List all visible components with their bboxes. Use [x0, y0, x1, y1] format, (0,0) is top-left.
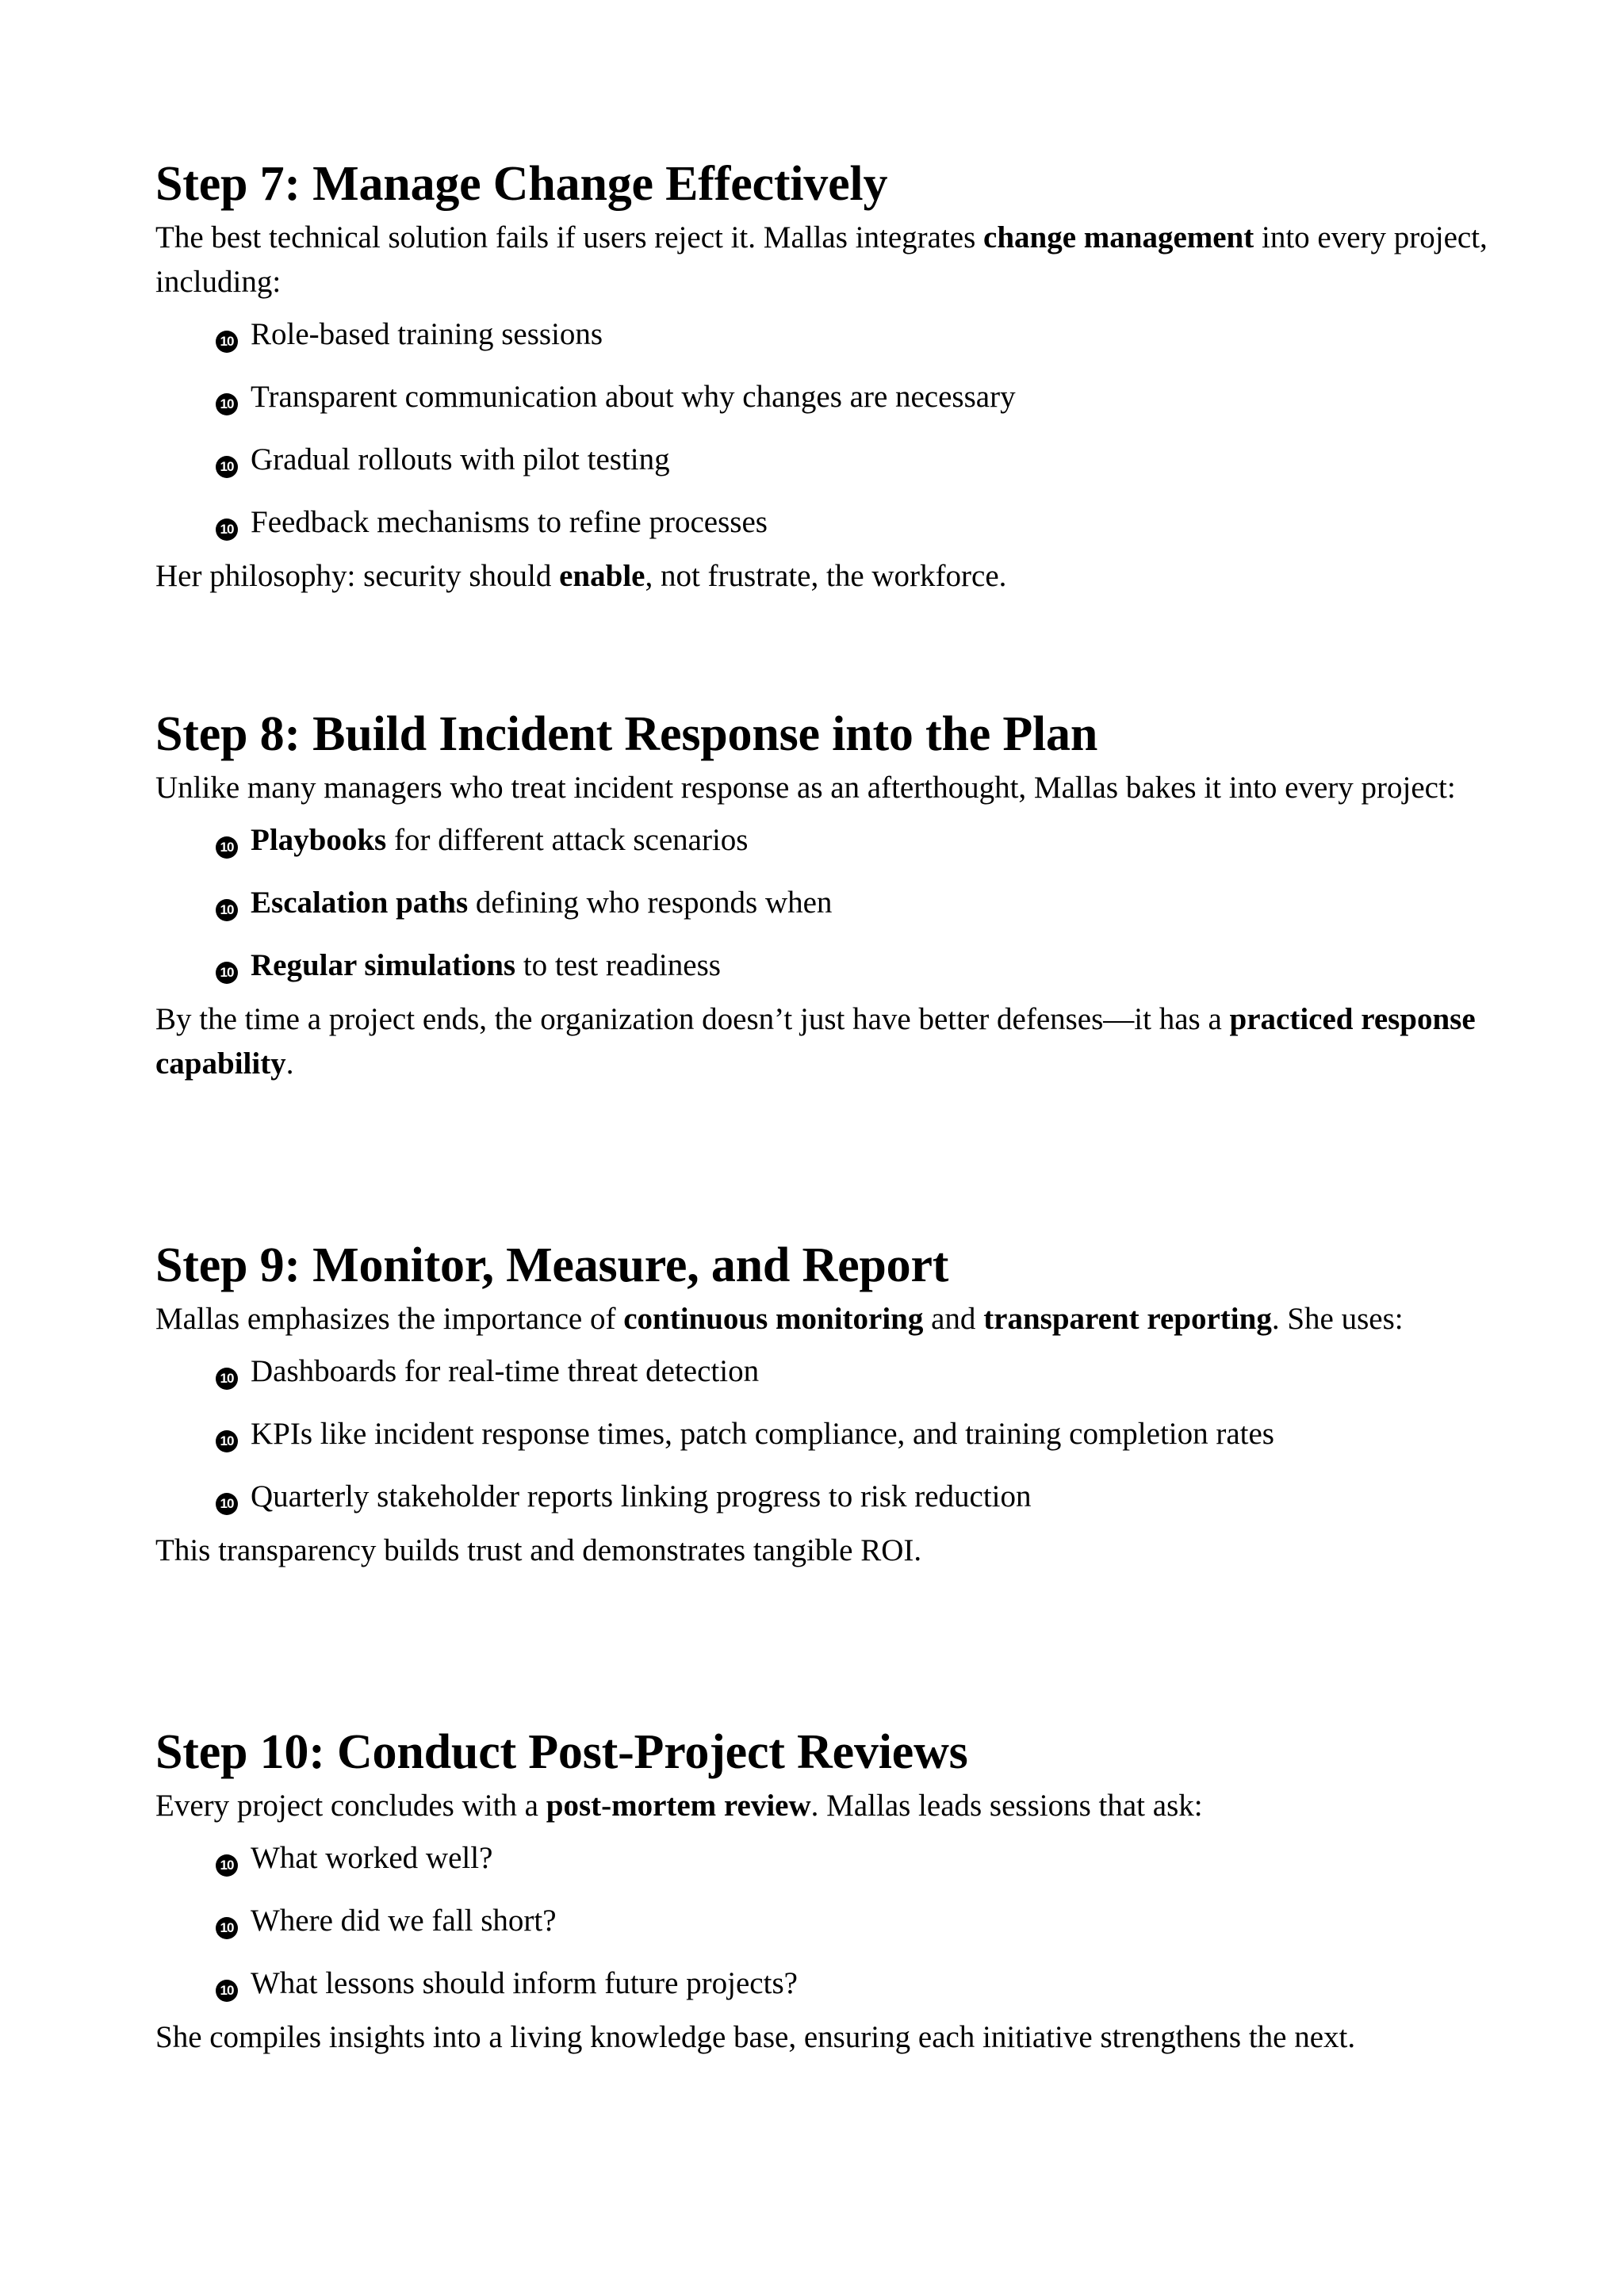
bullet-list: [155, 312, 1488, 545]
section-closing: She compiles insights into a living knowledge base, ensuring each initiative strengthens the next.: [155, 2020, 1356, 2054]
list-item-text: [251, 881, 832, 925]
intro-text: Every project concludes with a: [155, 1789, 546, 1823]
circled-ten-icon: 10: [216, 519, 238, 541]
section-step-8: [155, 702, 1488, 1086]
section-closing: This transparency builds trust and demonstrates tangible ROI.: [155, 1533, 922, 1567]
list-item-text: Role-based training sessions: [251, 317, 603, 351]
intro-bold-text: continuous monitoring: [623, 1302, 924, 1336]
closing-bold-text: practiced response capability: [155, 1002, 1476, 1081]
section-step-10: [155, 1720, 1488, 2060]
list-item: [216, 943, 1488, 988]
list-item: [216, 1961, 1488, 2006]
list-item: [216, 1475, 1488, 1519]
list-item-bold-text: Playbooks: [251, 823, 387, 857]
intro-bold-text: post-mortem review: [546, 1789, 811, 1823]
circled-ten-icon: 10: [216, 962, 238, 984]
list-item-text: KPIs like incident response times, patch compliance, and training completion rates: [251, 1417, 1274, 1451]
circled-ten-icon: 10: [216, 393, 238, 415]
list-item-text: What worked well?: [251, 1841, 493, 1875]
list-item-bold-text: Escalation paths: [251, 886, 469, 920]
list-item: [216, 881, 1488, 925]
circled-ten-icon: 10: [216, 1917, 238, 1939]
closing-text: .: [285, 1047, 294, 1081]
list-item: [216, 500, 1488, 545]
closing-text: By the time a project ends, the organization doesn’t just have better defenses—it has a: [155, 1002, 1230, 1036]
closing-text: , not frustrate, the workforce.: [645, 559, 1007, 593]
circled-ten-icon: 10: [216, 1430, 238, 1452]
section-intro: [155, 216, 1488, 304]
section-heading: Step 10: Conduct Post-Project Reviews: [155, 1725, 968, 1779]
list-item: [216, 312, 1488, 357]
intro-text: The best technical solution fails if users reject it. Mallas integrates: [155, 220, 984, 254]
section-heading: Step 9: Monitor, Measure, and Report: [155, 1238, 949, 1292]
bullet-list: [155, 1349, 1488, 1519]
bullet-list: [155, 1836, 1488, 2006]
list-item-text: [251, 943, 721, 988]
intro-text: Mallas emphasizes the importance of: [155, 1302, 624, 1336]
intro-text: . Mallas leads sessions that ask:: [810, 1789, 1203, 1823]
list-item-rest-text: to test readiness: [515, 948, 721, 982]
circled-ten-icon: 10: [216, 331, 238, 353]
section-intro: Unlike many managers who treat incident response as an afterthought, Mallas bakes it into every project:: [155, 771, 1456, 805]
list-item-text: [251, 818, 748, 863]
list-item-text: Gradual rollouts with pilot testing: [251, 442, 670, 476]
list-item-bold-text: Regular simulations: [251, 948, 516, 982]
list-item: [216, 818, 1488, 863]
list-item-rest-text: for different attack scenarios: [386, 823, 749, 857]
list-item: [216, 438, 1488, 482]
list-item-text: Transparent communication about why changes are necessary: [251, 380, 1016, 414]
intro-text: into every project, including:: [155, 220, 1488, 299]
list-item: [216, 1349, 1488, 1394]
circled-ten-icon: 10: [216, 836, 238, 859]
section-intro: [155, 1297, 1488, 1341]
section-intro: [155, 1784, 1488, 1828]
closing-bold-text: enable: [559, 559, 645, 593]
circled-ten-icon: 10: [216, 456, 238, 478]
section-heading: Step 7: Manage Change Effectively: [155, 157, 888, 211]
section-closing: [155, 554, 1488, 599]
section-step-9: [155, 1234, 1488, 1573]
bullet-list: [155, 818, 1488, 988]
list-item-text: Feedback mechanisms to refine processes: [251, 505, 768, 539]
list-item-text: Dashboards for real-time threat detection: [251, 1354, 760, 1388]
list-item-text: Where did we fall short?: [251, 1904, 557, 1938]
section-closing: [155, 997, 1488, 1086]
list-item-text: Quarterly stakeholder reports linking progress to risk reduction: [251, 1479, 1032, 1513]
circled-ten-icon: 10: [216, 899, 238, 921]
section-heading: Step 8: Build Incident Response into the Plan: [155, 707, 1098, 761]
list-item: [216, 1836, 1488, 1881]
list-item: [216, 1412, 1488, 1456]
list-item: [216, 375, 1488, 419]
intro-text: . She uses:: [1271, 1302, 1404, 1336]
circled-ten-icon: 10: [216, 1854, 238, 1877]
intro-bold-text: transparent reporting: [983, 1302, 1272, 1336]
list-item: [216, 1899, 1488, 1943]
circled-ten-icon: 10: [216, 1980, 238, 2002]
section-step-7: [155, 152, 1488, 599]
intro-bold-text: change management: [983, 220, 1254, 254]
circled-ten-icon: 10: [216, 1493, 238, 1515]
list-item-rest-text: defining who responds when: [468, 886, 833, 920]
list-item-text: What lessons should inform future projects?: [251, 1966, 798, 2000]
circled-ten-icon: 10: [216, 1368, 238, 1390]
closing-text: Her philosophy: security should: [155, 559, 560, 593]
intro-text: and: [923, 1302, 984, 1336]
